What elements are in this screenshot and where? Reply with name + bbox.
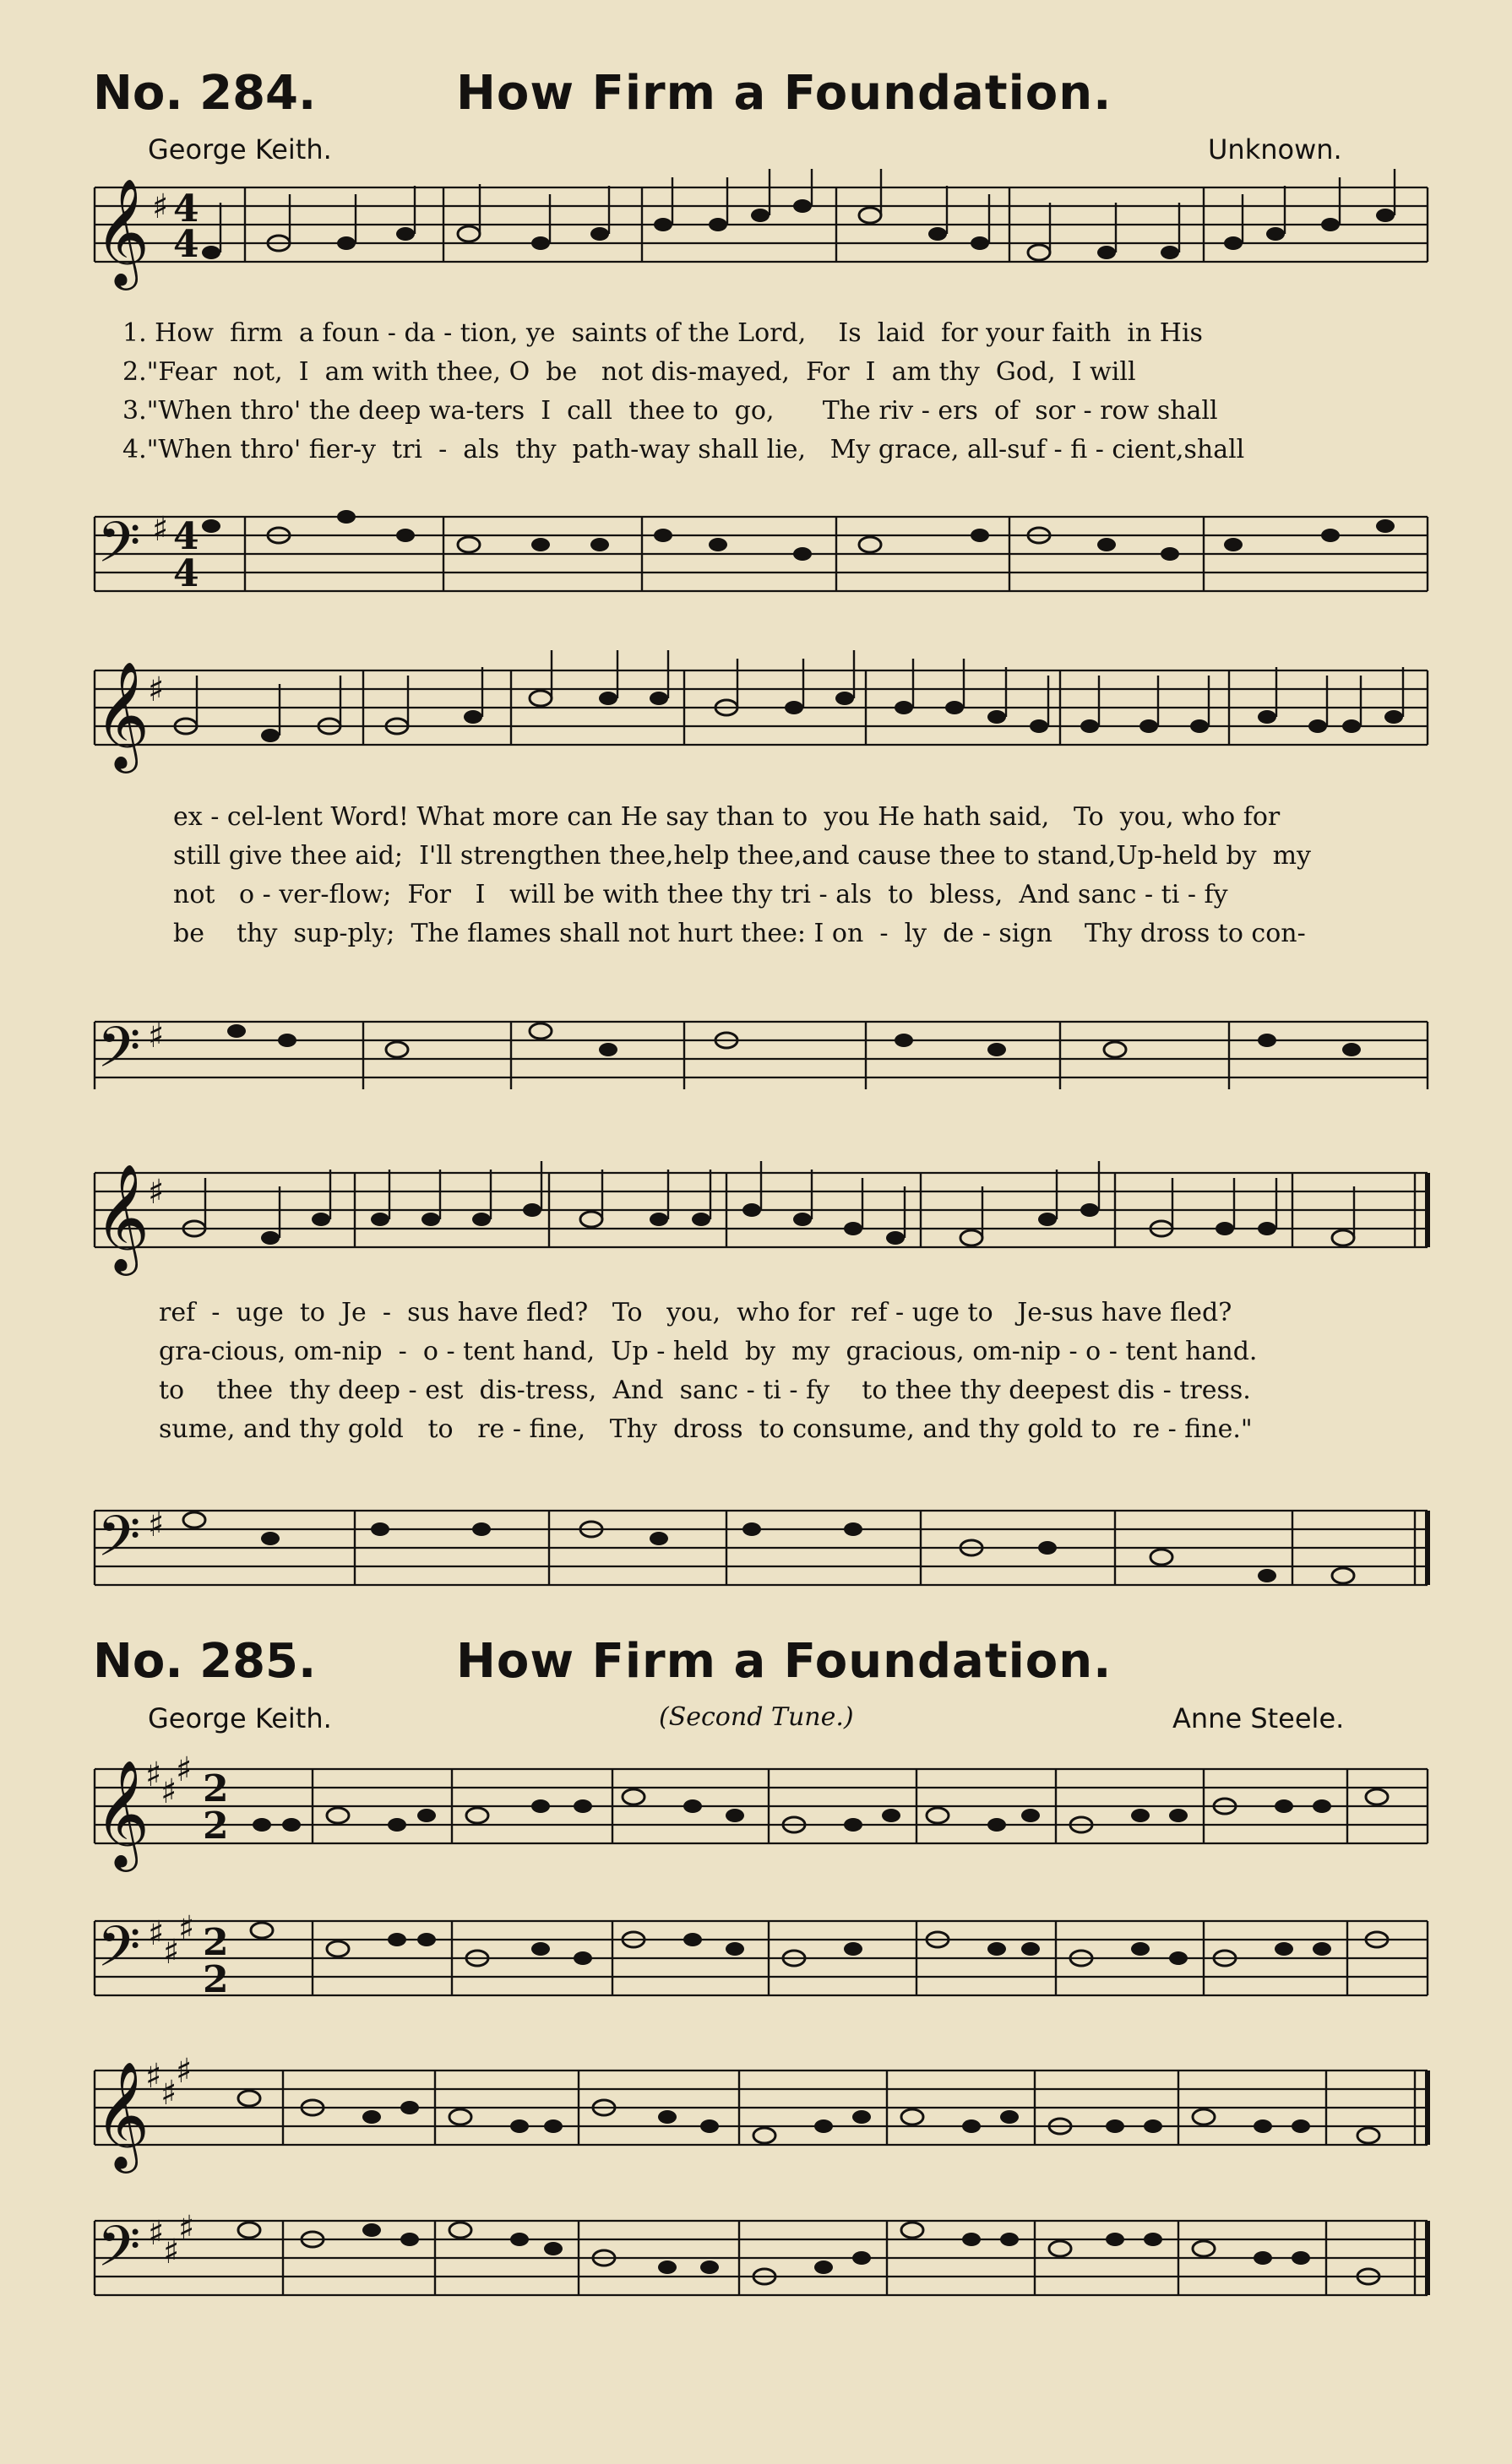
bass-staff bbox=[95, 517, 1428, 591]
sharp-icon: ♯ bbox=[148, 670, 165, 709]
time-signature-top: 2 bbox=[203, 1921, 229, 1964]
bass-clef-icon: 𝄢 bbox=[97, 1914, 141, 1993]
verse-4-line: be thy sup-ply; The flames shall not hurt thee: I on - ly de - sign Thy dross to con- bbox=[173, 919, 1306, 948]
verse-1-line: 1. How firm a foun - da - tion, ye saints of the Lord, Is laid for your faith in His bbox=[122, 318, 1203, 348]
treble-clef-icon: 𝄞 bbox=[95, 660, 150, 768]
sharp-icon: ♯ bbox=[148, 2214, 165, 2253]
treble-staff bbox=[95, 2071, 1428, 2145]
treble-notes bbox=[202, 169, 1395, 260]
hymn-284-title: How Firm a Foundation. bbox=[456, 66, 1112, 121]
treble-staff bbox=[95, 1769, 1428, 1843]
time-signature-bottom: 2 bbox=[203, 1805, 229, 1848]
bass-clef-icon: 𝄢 bbox=[97, 1015, 141, 1089]
hymn-285-title: How Firm a Foundation. bbox=[456, 1634, 1112, 1689]
verse-2-line: still give thee aid; I'll strengthen thee,help thee,and cause thee to stand,Up-held by my bbox=[173, 841, 1311, 871]
sharp-icon: ♯ bbox=[152, 510, 169, 549]
hymn-285-system-1 bbox=[0, 1752, 1512, 2022]
hymn-284-number: No. 284. bbox=[93, 66, 317, 121]
hymn-285-number: No. 285. bbox=[93, 1634, 317, 1689]
time-signature-top: 4 bbox=[173, 187, 199, 231]
hymn-284-composer: George Keith. bbox=[148, 133, 332, 166]
sharp-icon: ♯ bbox=[148, 1017, 165, 1056]
bass-staff bbox=[95, 1511, 1428, 1585]
verse-1-line: ref - uge to Je - sus have fled? To you, who for ref - uge to Je-sus have fled? bbox=[159, 1298, 1232, 1327]
sharp-icon: ♯ bbox=[160, 1772, 177, 1811]
hymn-285-subtitle: (Second Tune.) bbox=[659, 1702, 854, 1732]
sharp-icon: ♯ bbox=[163, 1933, 180, 1972]
sharp-icon: ♯ bbox=[148, 1173, 165, 1212]
bass-notes bbox=[238, 2222, 1379, 2284]
sharp-icon: ♯ bbox=[178, 1909, 195, 1948]
sharp-icon: ♯ bbox=[176, 1752, 193, 1789]
time-signature-bottom: 2 bbox=[203, 1958, 229, 2001]
treble-staff bbox=[95, 670, 1428, 745]
sharp-icon: ♯ bbox=[145, 1756, 162, 1794]
hymn-285-composer: George Keith. bbox=[148, 1702, 332, 1734]
time-signature-bottom: 4 bbox=[173, 552, 199, 595]
time-signature-top: 4 bbox=[173, 515, 199, 558]
bass-staff bbox=[95, 1022, 1428, 1089]
treble-clef-icon: 𝄞 bbox=[95, 2060, 150, 2168]
sharp-icon: ♯ bbox=[163, 2233, 180, 2271]
treble-clef-icon: 𝄞 bbox=[95, 1759, 150, 1867]
treble-notes bbox=[238, 2091, 1379, 2143]
verse-2-line: 2."Fear not, I am with thee, O be not dis-mayed, For I am thy God, I will bbox=[122, 357, 1136, 387]
sharp-icon: ♯ bbox=[148, 1914, 165, 1953]
treble-clef-icon: 𝄞 bbox=[95, 1163, 150, 1271]
time-signature-bottom: 4 bbox=[173, 223, 199, 266]
time-signature-top: 2 bbox=[203, 1767, 229, 1810]
treble-staff bbox=[95, 187, 1428, 262]
verse-3-line: 3."When thro' the deep wa-ters I call thee to go, The riv - ers of sor - row shall bbox=[122, 396, 1218, 426]
hymn-285-author: Anne Steele. bbox=[1172, 1702, 1345, 1734]
bass-clef-icon: 𝄢 bbox=[97, 510, 141, 589]
treble-notes bbox=[253, 1789, 1388, 1832]
verse-2-line: gra-cious, om-nip - o - tent hand, Up - held by my gracious, om-nip - o - tent hand. bbox=[159, 1337, 1258, 1366]
verse-1-line: ex - cel-lent Word! What more can He say than to you He hath said, To you, who for bbox=[173, 802, 1281, 832]
verse-3-line: to thee thy deep - est dis-tress, And sanc - ti - fy to thee thy deepest dis - tress. bbox=[159, 1376, 1251, 1405]
hymn-284-author: Unknown. bbox=[1208, 133, 1342, 166]
verse-4-line: sume, and thy gold to re - fine, Thy dross to consume, and thy gold to re - fine." bbox=[159, 1414, 1253, 1444]
sharp-icon: ♯ bbox=[160, 2074, 177, 2113]
bass-clef-icon: 𝄢 bbox=[97, 2214, 141, 2293]
verse-3-line: not o - ver-flow; For I will be with thee thy tri - als to bless, And sanc - ti - fy bbox=[173, 880, 1228, 909]
treble-notes bbox=[175, 650, 1403, 742]
bass-staff bbox=[95, 1921, 1428, 1995]
sharp-icon: ♯ bbox=[152, 187, 169, 226]
sharp-icon: ♯ bbox=[176, 2052, 193, 2091]
hymn-285-system-2 bbox=[0, 2043, 1512, 2322]
sharp-icon: ♯ bbox=[145, 2057, 162, 2096]
bass-clef-icon: 𝄢 bbox=[97, 1504, 141, 1582]
treble-clef-icon: 𝄞 bbox=[95, 177, 150, 285]
verse-4-line: 4."When thro' fier-y tri - als thy path-way shall lie, My grace, all-suf - fi - cient,shall bbox=[122, 435, 1245, 464]
sharp-icon: ♯ bbox=[178, 2209, 195, 2248]
bass-barlines bbox=[95, 1022, 1428, 1089]
bass-notes bbox=[251, 1923, 1388, 1966]
sharp-icon: ♯ bbox=[148, 1506, 165, 1544]
